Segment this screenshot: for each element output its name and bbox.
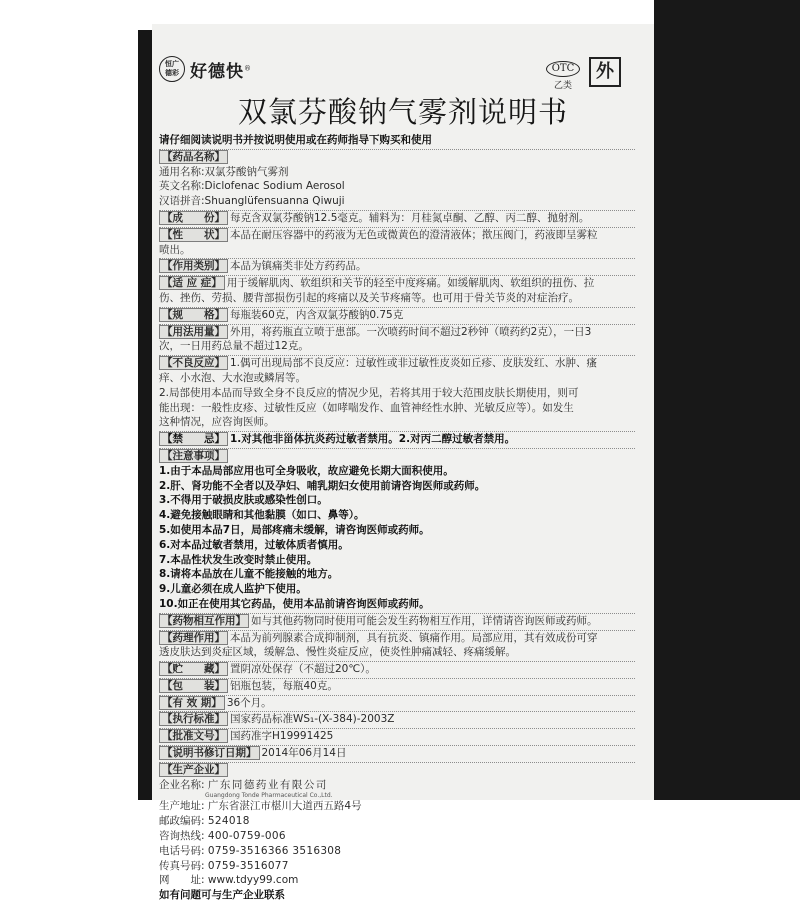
section-text: 36个月。 — [226, 696, 272, 709]
brand-name — [190, 57, 252, 82]
caution-item: 7.本品性状发生改变时禁止使用。 — [159, 553, 318, 566]
section-text: 用于缓解肌肉、软组织和关节的轻至中度疼痛。如缓解肌肉、软组织的扭伤、拉 — [226, 277, 595, 290]
brand-logo — [159, 56, 252, 82]
company-english-name: Guangdong Tonde Pharmaceutical Co.,Ltd. — [205, 792, 333, 800]
section-text: 每瓶装60克，内含双氯芬酸钠0.75克 — [230, 308, 404, 321]
company-row — [159, 778, 635, 793]
section-text: 本品为前列腺素合成抑制剂，具有抗炎、镇痛作用。局部应用，其有效成份可穿 — [230, 631, 598, 644]
caution-item: 10.如正在使用其它药品，使用本品前请咨询医师或药师。 — [159, 597, 430, 610]
section-text: 1.偶可出现局部不良反应：过敏性或非过敏性皮炎如丘疹、皮肤发红、水肿、瘙 — [230, 357, 598, 370]
field-key: 生产地址: — [159, 800, 205, 813]
field-value: Diclofenac Sodium Aerosol — [204, 180, 345, 193]
revised-row — [159, 746, 635, 761]
indication-row-2: 伤、挫伤、劳损、腰背部损伤引起的疼痛以及关节疼痛等。也可用于骨关节炎的对症治疗。 — [159, 291, 579, 304]
caution-heading — [159, 449, 635, 464]
section-label: 【说明书修订日期】 — [159, 746, 260, 760]
storage-row — [159, 662, 635, 677]
field-value: www.tdyy99.com — [207, 874, 299, 887]
document-title: 双氯芬酸钠气雾剂说明书 — [237, 95, 568, 129]
external-use-badge: 外 — [589, 57, 621, 87]
composition-row — [159, 211, 635, 226]
phone-row — [159, 844, 635, 859]
field-key: 企业名称: — [159, 778, 205, 791]
field-key: 邮政编码: — [159, 815, 205, 828]
caution-item: 3.不得用于破损皮肤或感染性创口。 — [159, 494, 328, 507]
section-label: 【成 份】 — [159, 211, 228, 225]
section-text: 铝瓶包装，每瓶40克。 — [230, 679, 338, 692]
adverse-row-4: 能出现：一般性皮疹、过敏性反应（如哮喘发作、血管神经性水肿、光敏反应等）。如发生 — [159, 401, 574, 414]
postcode-row — [159, 814, 635, 829]
section-label: 【作用类别】 — [159, 259, 228, 273]
field-key: 咨询热线: — [159, 830, 205, 843]
company-name: 广东同德药业有限公司 — [207, 778, 328, 791]
field-value: Shuanglüfensuanna Qiwuji — [204, 195, 345, 208]
section-label: 【禁 忌】 — [159, 432, 228, 446]
dosage-row — [159, 325, 635, 340]
caution-item: 2.肝、肾功能不全者以及孕妇、哺乳期妇女使用前请咨询医师或药师。 — [159, 479, 486, 492]
seal-line-1: 恒广 — [165, 60, 179, 68]
field-value: 400-0759-006 — [207, 830, 286, 843]
character-row — [159, 228, 635, 243]
field-key: 网 址: — [159, 874, 205, 887]
leaflet-body — [159, 133, 635, 903]
otc-class-label: 乙类 — [554, 81, 573, 91]
interaction-row — [159, 614, 635, 629]
section-text: 每克含双氯芬酸钠12.5毫克。辅料为：月桂氮卓酮、乙醇、丙二醇、抛射剂。 — [230, 211, 590, 224]
otc-badge: OTC — [546, 61, 580, 77]
section-text: 本品在耐压容器中的药液为无色或微黄色的澄清液体；揿压阀门，药液即呈雾粒 — [230, 228, 598, 241]
brand-seal-icon — [159, 56, 185, 82]
drug-name-heading — [159, 150, 635, 165]
fax-row — [159, 859, 635, 874]
field-key: 电话号码: — [159, 844, 205, 857]
section-label: 【药品名称】 — [159, 150, 228, 164]
adverse-row — [159, 356, 635, 371]
address-row — [159, 799, 635, 814]
field-key: 汉语拼音: — [159, 195, 205, 208]
contraindication-row — [159, 432, 635, 447]
caution-item: 9.儿童必须在成人监护下使用。 — [159, 583, 307, 596]
section-label: 【生产企业】 — [159, 763, 228, 777]
field-value: 双氯芬酸钠气雾剂 — [204, 165, 289, 178]
section-label: 【规 格】 — [159, 308, 228, 322]
left-dark-edge — [138, 30, 152, 800]
caution-item: 5.如使用本品7日，局部疼痛未缓解，请咨询医师或药师。 — [159, 523, 430, 536]
section-text: 2014年06月14日 — [261, 747, 347, 760]
field-value: 0759-3516366 3516308 — [207, 844, 342, 857]
pharmacology-row — [159, 631, 635, 646]
brand-name-text: 好德快 — [190, 61, 244, 82]
section-label: 【用法用量】 — [159, 325, 228, 339]
spec-row — [159, 308, 635, 323]
field-value: 0759-3516077 — [207, 859, 289, 872]
dosage-row-2: 次，一日用药总量不超过12克。 — [159, 340, 309, 353]
english-name-row — [159, 179, 635, 194]
pinyin-row — [159, 194, 635, 209]
section-label: 【执行标准】 — [159, 712, 228, 726]
section-text: 国家药品标准WS₁-(X-384)-2003Z — [230, 713, 395, 726]
package-row — [159, 679, 635, 694]
generic-name-row — [159, 165, 635, 180]
seal-line-2: 德彩 — [165, 69, 179, 77]
adverse-row-5: 这种情况，应咨询医师。 — [159, 416, 275, 429]
section-text: 本品为镇痛类非处方药药品。 — [230, 260, 367, 273]
field-key: 英文名称: — [159, 180, 205, 193]
caution-item: 8.请将本品放在儿童不能接触的地方。 — [159, 568, 339, 581]
approval-row — [159, 729, 635, 744]
character-row-2: 喷出。 — [159, 243, 191, 256]
validity-row — [159, 696, 635, 711]
section-text: 置阴凉处保存（不超过20℃）。 — [230, 663, 376, 676]
section-label: 【批准文号】 — [159, 729, 228, 743]
caution-item: 4.避免接触眼睛和其他黏膜（如口、鼻等）。 — [159, 509, 365, 522]
standard-row — [159, 712, 635, 727]
field-value: 524018 — [207, 815, 250, 828]
adverse-row-3: 2.局部使用本品而导致全身不良反应的情况少见，若将其用于较大范围皮肤长期使用，则可 — [159, 386, 579, 399]
pharmacology-row-2: 透皮肤达到炎症区域，缓解急、慢性炎症反应，使炎性肿痛减轻、疼痛缓解。 — [159, 646, 516, 659]
section-label: 【不良反应】 — [159, 356, 228, 370]
section-label: 【性 状】 — [159, 228, 228, 242]
caution-item: 6.对本品过敏者禁用，过敏体质者慎用。 — [159, 538, 349, 551]
section-text: 如与其他药物同时使用可能会发生药物相互作用，详情请咨询医师或药师。 — [251, 614, 598, 627]
caution-item: 1.由于本品局部应用也可全身吸收，故应避免长期大面积使用。 — [159, 464, 454, 477]
section-label: 【适 应 症】 — [159, 276, 225, 290]
section-label: 【药物相互作用】 — [159, 614, 249, 628]
section-text: 外用，将药瓶直立喷于患部。一次喷药时间不超过2秒钟（喷药约2克），一日3 — [230, 325, 592, 338]
category-row — [159, 259, 635, 274]
field-value: 广东省湛江市椹川大道西五路4号 — [207, 800, 362, 813]
section-text: 1.对其他非甾体抗炎药过敏者禁用。2.对丙二醇过敏者禁用。 — [230, 433, 516, 446]
section-label: 【包 装】 — [159, 679, 228, 693]
contact-note: 如有问题可与生产企业联系 — [159, 889, 285, 902]
adverse-row-2: 痒、小水泡、大水泡或鳞屑等。 — [159, 371, 306, 384]
section-label: 【药理作用】 — [159, 631, 228, 645]
registered-mark: ® — [244, 63, 252, 72]
section-label: 【有 效 期】 — [159, 696, 225, 710]
section-label: 【贮 藏】 — [159, 662, 228, 676]
manufacturer-heading — [159, 763, 635, 778]
website-row — [159, 873, 635, 888]
indication-row — [159, 276, 635, 291]
section-label: 【注意事项】 — [159, 449, 228, 463]
field-key: 通用名称: — [159, 165, 205, 178]
right-dark-background — [654, 0, 800, 800]
section-text: 国药准字H19991425 — [230, 730, 334, 743]
usage-notice: 请仔细阅读说明书并按说明使用或在药师指导下购买和使用 — [159, 134, 432, 146]
hotline-row — [159, 829, 635, 844]
field-key: 传真号码: — [159, 859, 205, 872]
